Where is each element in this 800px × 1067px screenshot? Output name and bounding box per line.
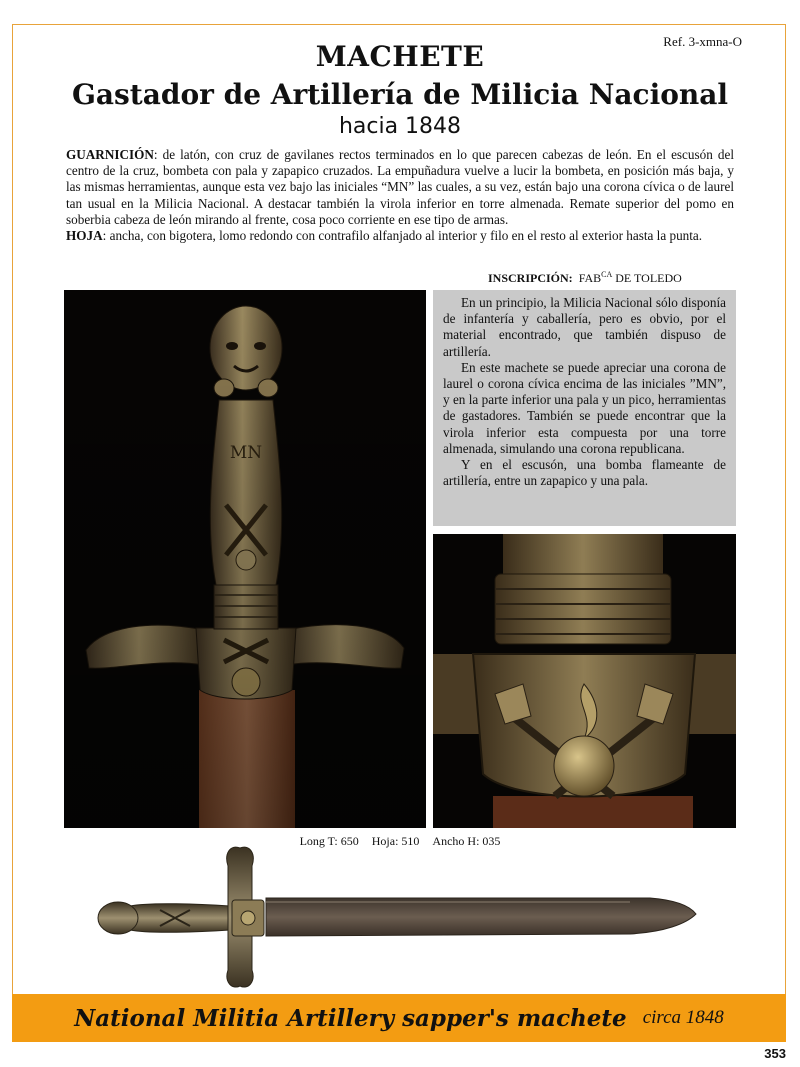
- hilt-photo: [64, 290, 426, 828]
- inscription: [488, 270, 682, 286]
- inscription-sup: CA: [601, 270, 613, 279]
- hilt-illustration: [64, 290, 426, 828]
- guarnicion-label: GUARNICIÓN: [66, 147, 154, 162]
- escutcheon-photo: [433, 534, 736, 828]
- hoja-label: HOJA: [66, 228, 103, 244]
- dim-width: Ancho H: 035: [432, 834, 501, 848]
- machete-illustration: [90, 840, 710, 990]
- english-title-banner: [12, 994, 786, 1042]
- inscription-text: FAB: [578, 271, 602, 285]
- page-date: hacia 1848: [338, 114, 462, 139]
- notes-paragraph-2: En este machete se puede apreciar una corona de laurel o corona cívica encima de las iniciales ”MN”, y en la parte inferior una pala y un pico, herramientas de gastadores. También se puede encontrar que la virola inferior esta compuesta por una torre almenada, simulando una corona republicana.: [443, 359, 726, 456]
- escutcheon-illustration: [433, 534, 736, 828]
- english-title: National Militia Artillery sapper's machete: [74, 1004, 627, 1032]
- full-machete-photo: [90, 840, 710, 990]
- page-number: 353: [764, 1046, 786, 1061]
- dim-blade: Hoja: 510: [371, 834, 420, 848]
- inscription-label: INSCRIPCIÓN:: [488, 271, 573, 285]
- english-circa: circa 1848: [642, 1007, 724, 1028]
- notes-box: [433, 290, 736, 526]
- inscription-text-end: DE TOLEDO: [612, 271, 682, 285]
- notes-paragraph-3: Y en el escusón, una bomba flameante de artillería, entre un zapapico y una pala.: [443, 457, 726, 489]
- hoja-text: : ancha, con bigotera, lomo redondo con contrafilo alfanjado al interior y filo en el resto al exterior hasta la punta.: [102, 228, 703, 244]
- dim-length: Long T: 650: [299, 834, 359, 848]
- description-block: [66, 147, 734, 244]
- page-title: MACHETE: [315, 40, 485, 73]
- notes-paragraph-1: En un principio, la Milicia Nacional sólo disponía de infantería y caballería, pero es obvio, por el material encontrado, que también dispuso de artillería.: [443, 295, 726, 359]
- guarnicion-text: : de latón, con cruz de gavilanes rectos terminados en lo que parecen cabezas de león. En el escusón del centro de la cruz, bombeta con pala y zapapico cruzados. La empuñadura vuelve a lucir la bombeta, en posición más baja, y las mismas herramientas, aunque esta vez bajo las iniciales “MN” las cuales, a su vez, están bajo una corona cívica o de laurel tan usual en la Milicia Nacional. A destacar también la virola inferior en torre almenada. Remate superior del pomo en soberbia cabeza de león mirando al frente, cosa poco corriente en ese tipo de armas.: [66, 147, 734, 227]
- reference-code: Ref. 3-xmna-O: [663, 34, 742, 49]
- page-subtitle: Gastador de Artillería de Milicia Nacional: [71, 78, 729, 111]
